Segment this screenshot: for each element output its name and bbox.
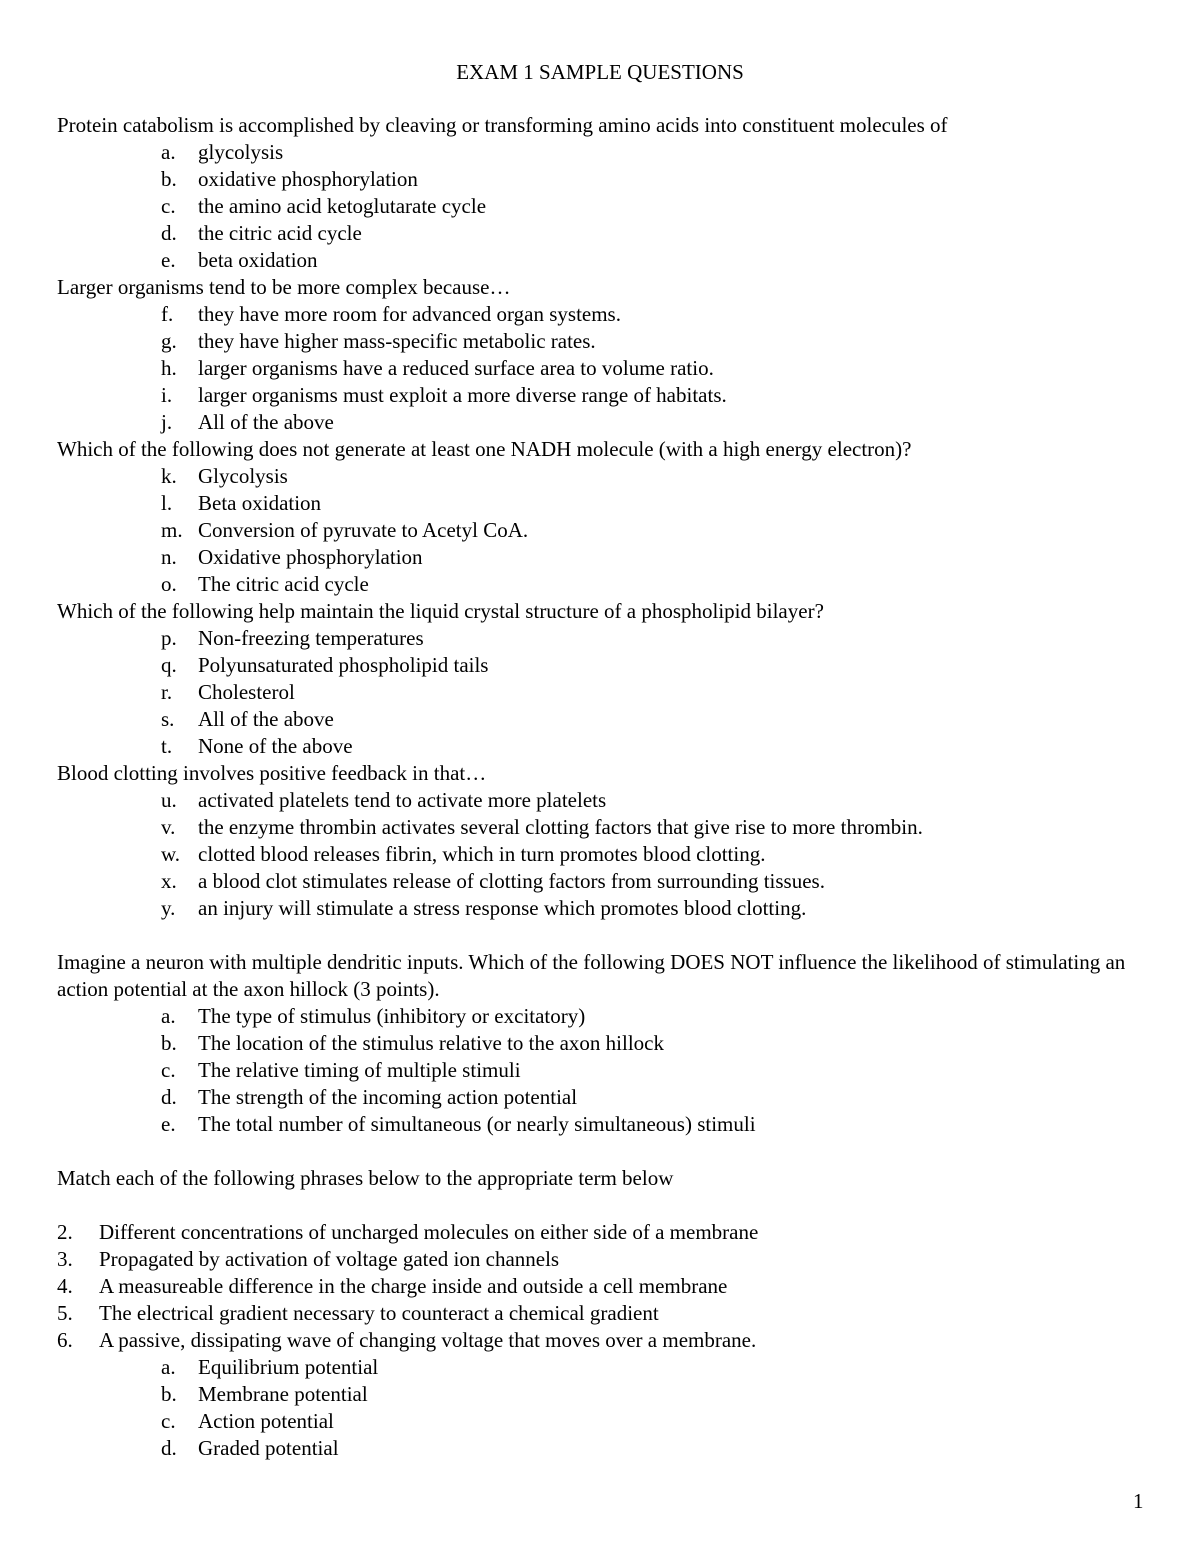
answer-option — [57, 733, 1147, 760]
answer-option — [57, 1084, 1147, 1111]
option-text: The total number of simultaneous (or nearly simultaneous) stimuli — [198, 1112, 756, 1136]
answer-option — [57, 328, 1147, 355]
answer-option — [57, 679, 1147, 706]
option-letter: k. — [161, 464, 177, 488]
option-text: the enzyme thrombin activates several clotting factors that give rise to more thrombin. — [198, 815, 923, 839]
answer-option — [57, 787, 1147, 814]
term-letter: d. — [161, 1436, 177, 1460]
option-text: All of the above — [198, 707, 334, 731]
option-text: they have higher mass-specific metabolic rates. — [198, 329, 596, 353]
option-letter: g. — [161, 329, 177, 353]
answer-option — [57, 220, 1147, 247]
answer-option — [57, 895, 1147, 922]
matching-phrase — [57, 1327, 1147, 1354]
option-text: Non-freezing temperatures — [198, 626, 424, 650]
term-letter: b. — [161, 1382, 177, 1406]
option-letter: o. — [161, 572, 177, 596]
term-letter: a. — [161, 1355, 176, 1379]
matching-term — [57, 1354, 1147, 1381]
answer-option — [57, 814, 1147, 841]
option-text: Cholesterol — [198, 680, 295, 704]
phrase-text: The electrical gradient necessary to counteract a chemical gradient — [99, 1301, 659, 1325]
matching-term — [57, 1408, 1147, 1435]
option-letter: f. — [161, 302, 174, 326]
option-letter: r. — [161, 680, 173, 704]
option-letter: q. — [161, 653, 177, 677]
answer-option — [57, 571, 1147, 598]
option-text: beta oxidation — [198, 248, 318, 272]
matching-phrase — [57, 1300, 1147, 1327]
option-text: Oxidative phosphorylation — [198, 545, 423, 569]
option-letter: h. — [161, 356, 177, 380]
matching-term — [57, 1435, 1147, 1462]
question-stem: Which of the following help maintain the liquid crystal structure of a phospholipid bilayer? — [57, 599, 824, 623]
option-letter: j. — [161, 410, 173, 434]
answer-option — [57, 463, 1147, 490]
option-letter: p. — [161, 626, 177, 650]
option-letter: e. — [161, 1112, 176, 1136]
phrase-number: 5. — [57, 1301, 73, 1325]
option-letter: m. — [161, 518, 183, 542]
option-text: The citric acid cycle — [198, 572, 369, 596]
option-text: the citric acid cycle — [198, 221, 362, 245]
option-letter: x. — [161, 869, 177, 893]
option-text: None of the above — [198, 734, 353, 758]
answer-option — [57, 1003, 1147, 1030]
option-text: larger organisms have a reduced surface area to volume ratio. — [198, 356, 714, 380]
option-text: glycolysis — [198, 140, 284, 164]
option-letter: c. — [161, 1058, 176, 1082]
answer-option — [57, 409, 1147, 436]
option-text: Glycolysis — [198, 464, 288, 488]
answer-option — [57, 166, 1147, 193]
option-letter: v. — [161, 815, 176, 839]
page-number: 1 — [1133, 1489, 1144, 1513]
phrase-text: A passive, dissipating wave of changing voltage that moves over a membrane. — [99, 1328, 757, 1352]
option-letter: a. — [161, 140, 176, 164]
answer-option — [57, 193, 1147, 220]
spacer — [57, 1192, 1147, 1219]
question-stem: Blood clotting involves positive feedback in that… — [57, 761, 487, 785]
term-text: Membrane potential — [198, 1382, 368, 1406]
term-text: Equilibrium potential — [198, 1355, 379, 1379]
term-letter: c. — [161, 1409, 176, 1433]
option-text: Conversion of pyruvate to Acetyl CoA. — [198, 518, 529, 542]
phrase-number: 6. — [57, 1328, 73, 1352]
phrase-number: 4. — [57, 1274, 73, 1298]
option-letter: i. — [161, 383, 173, 407]
option-letter: e. — [161, 248, 176, 272]
answer-option — [57, 382, 1147, 409]
answer-option — [57, 544, 1147, 571]
answer-option — [57, 841, 1147, 868]
matching-phrase — [57, 1246, 1147, 1273]
phrase-text: Different concentrations of uncharged molecules on either side of a membrane — [99, 1220, 759, 1244]
option-text: an injury will stimulate a stress response which promotes blood clotting. — [198, 896, 807, 920]
answer-option — [57, 517, 1147, 544]
option-letter: c. — [161, 194, 176, 218]
option-text: The type of stimulus (inhibitory or excitatory) — [198, 1004, 586, 1028]
matching-phrase — [57, 1219, 1147, 1246]
option-text: The strength of the incoming action potential — [198, 1085, 578, 1109]
matching-phrase — [57, 1273, 1147, 1300]
term-text: Action potential — [198, 1409, 334, 1433]
option-text: Beta oxidation — [198, 491, 322, 515]
answer-option — [57, 868, 1147, 895]
term-text: Graded potential — [198, 1436, 339, 1460]
option-letter: w. — [161, 842, 181, 866]
option-letter: b. — [161, 167, 177, 191]
answer-option — [57, 1030, 1147, 1057]
option-letter: d. — [161, 1085, 177, 1109]
answer-option — [57, 1111, 1147, 1138]
option-text: oxidative phosphorylation — [198, 167, 418, 191]
question-stem: Which of the following does not generate at least one NADH molecule (with a high energy electron)? — [57, 437, 912, 461]
answer-option — [57, 652, 1147, 679]
matching-instruction: Match each of the following phrases below to the appropriate term below — [57, 1166, 674, 1190]
option-text: clotted blood releases fibrin, which in turn promotes blood clotting. — [198, 842, 766, 866]
answer-option — [57, 139, 1147, 166]
phrase-number: 2. — [57, 1220, 73, 1244]
option-text: a blood clot stimulates release of clotting factors from surrounding tissues. — [198, 869, 825, 893]
question-stem: Imagine a neuron with multiple dendritic inputs. Which of the following DOES NOT influence the likelihood of stimulating an action potential at the axon hillock (3 points). — [57, 950, 1126, 1001]
option-text: activated platelets tend to activate more platelets — [198, 788, 607, 812]
question-stem: Protein catabolism is accomplished by cleaving or transforming amino acids into constituent molecules of — [57, 113, 948, 137]
option-letter: n. — [161, 545, 177, 569]
answer-option — [57, 706, 1147, 733]
spacer — [57, 1138, 1147, 1165]
option-letter: b. — [161, 1031, 177, 1055]
option-letter: t. — [161, 734, 173, 758]
answer-option — [57, 625, 1147, 652]
answer-option — [57, 490, 1147, 517]
option-text: they have more room for advanced organ systems. — [198, 302, 621, 326]
page-title: EXAM 1 SAMPLE QUESTIONS — [456, 60, 744, 84]
option-text: larger organisms must exploit a more diverse range of habitats. — [198, 383, 727, 407]
option-text: All of the above — [198, 410, 334, 434]
phrase-number: 3. — [57, 1247, 73, 1271]
answer-option — [57, 301, 1147, 328]
option-letter: l. — [161, 491, 173, 515]
answer-option — [57, 247, 1147, 274]
option-text: The relative timing of multiple stimuli — [198, 1058, 521, 1082]
answer-option — [57, 1057, 1147, 1084]
matching-term — [57, 1381, 1147, 1408]
phrase-text: A measureable difference in the charge inside and outside a cell membrane — [99, 1274, 728, 1298]
option-letter: a. — [161, 1004, 176, 1028]
option-letter: u. — [161, 788, 177, 812]
answer-option — [57, 355, 1147, 382]
option-letter: y. — [161, 896, 176, 920]
question-stem: Larger organisms tend to be more complex because… — [57, 275, 511, 299]
option-text: Polyunsaturated phospholipid tails — [198, 653, 489, 677]
spacer — [57, 922, 1147, 949]
option-text: The location of the stimulus relative to the axon hillock — [198, 1031, 664, 1055]
exam-content — [57, 112, 1147, 1462]
option-text: the amino acid ketoglutarate cycle — [198, 194, 487, 218]
phrase-text: Propagated by activation of voltage gated ion channels — [99, 1247, 560, 1271]
option-letter: s. — [161, 707, 175, 731]
option-letter: d. — [161, 221, 177, 245]
